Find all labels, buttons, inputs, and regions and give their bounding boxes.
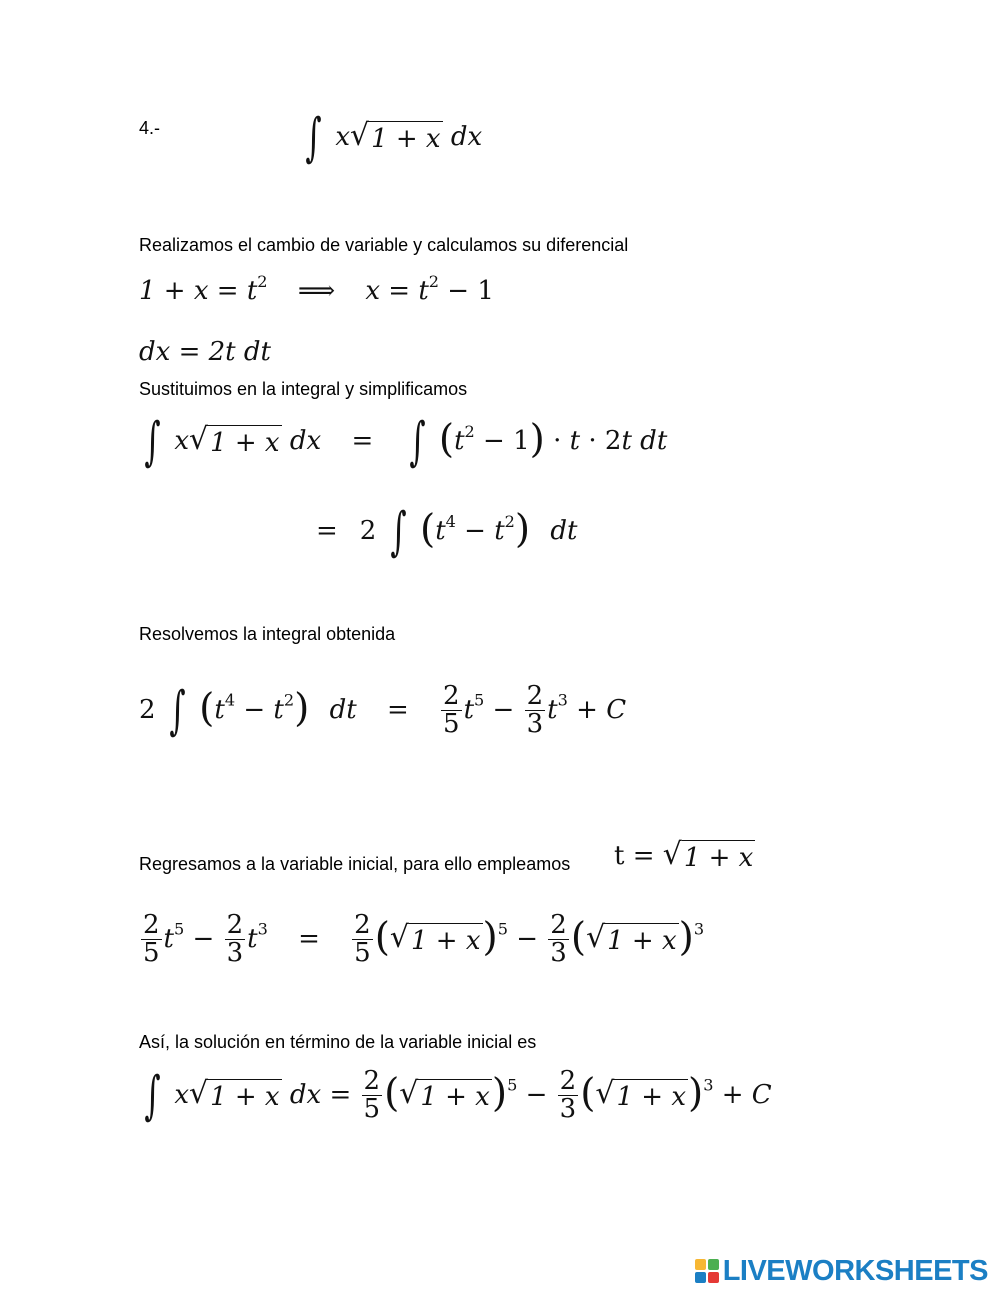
change-variable-text: Realizamos el cambio de variable y calculamos su diferencial [139,235,629,255]
substitution-equation: $1 + x = t^2$ ⟹ $x = t^2 - 1$ [139,272,494,307]
back-substitution: $\frac{2}{5}$ $t^5$ − $\frac{2}{3}$ $t^3$ = $\frac{2}{5}$ ( √ 1 + x )$^5$ − $\frac{2}{3}$ ( √ 1 + x )$^3$ [143,910,705,969]
final-solution: ∫ x √ 1 + x dx = $\frac{2}{5}$ ( √ 1 + x )$^5$ − $\frac{2}{3}$ ( √ 1 + x )$^3$ + C [144,1065,772,1126]
return-variable-text: Regresamos a la variable inicial, para ello empleamos [139,854,571,874]
substituted-integral-line-1: ∫ x √ 1 + x dx = ∫ $(t^2 - 1) \cdot t \cdot 2t$ dt [144,412,668,472]
substituted-integral-line-2: = 2 ∫ $(t^4 - t^2)$ dt [316,502,578,562]
solved-integral: 2 ∫ $(t^4 - t^2)$ dt = $\frac{2}{5}$ $t^5$ − $\frac{2}{3}$ $t^3 + C$ [139,680,627,741]
differential-equation: dx = 2t dt [139,337,271,367]
t-definition: t = √ 1 + x [614,837,754,873]
liveworksheets-logo [695,1254,988,1288]
logo-text: LIVEWORKSHEETS [722,1254,988,1287]
solve-text: Resolvemos la integral obtenida [139,624,396,644]
logo-mark-icon [695,1259,719,1283]
problem-number: 4.- [139,118,161,138]
substitute-text: Sustituimos en la integral y simplificamos [139,379,468,399]
original-integral: ∫ x √ 1 + x dx [305,108,483,168]
solution-text: Así, la solución en término de la variable inicial es [139,1032,537,1052]
